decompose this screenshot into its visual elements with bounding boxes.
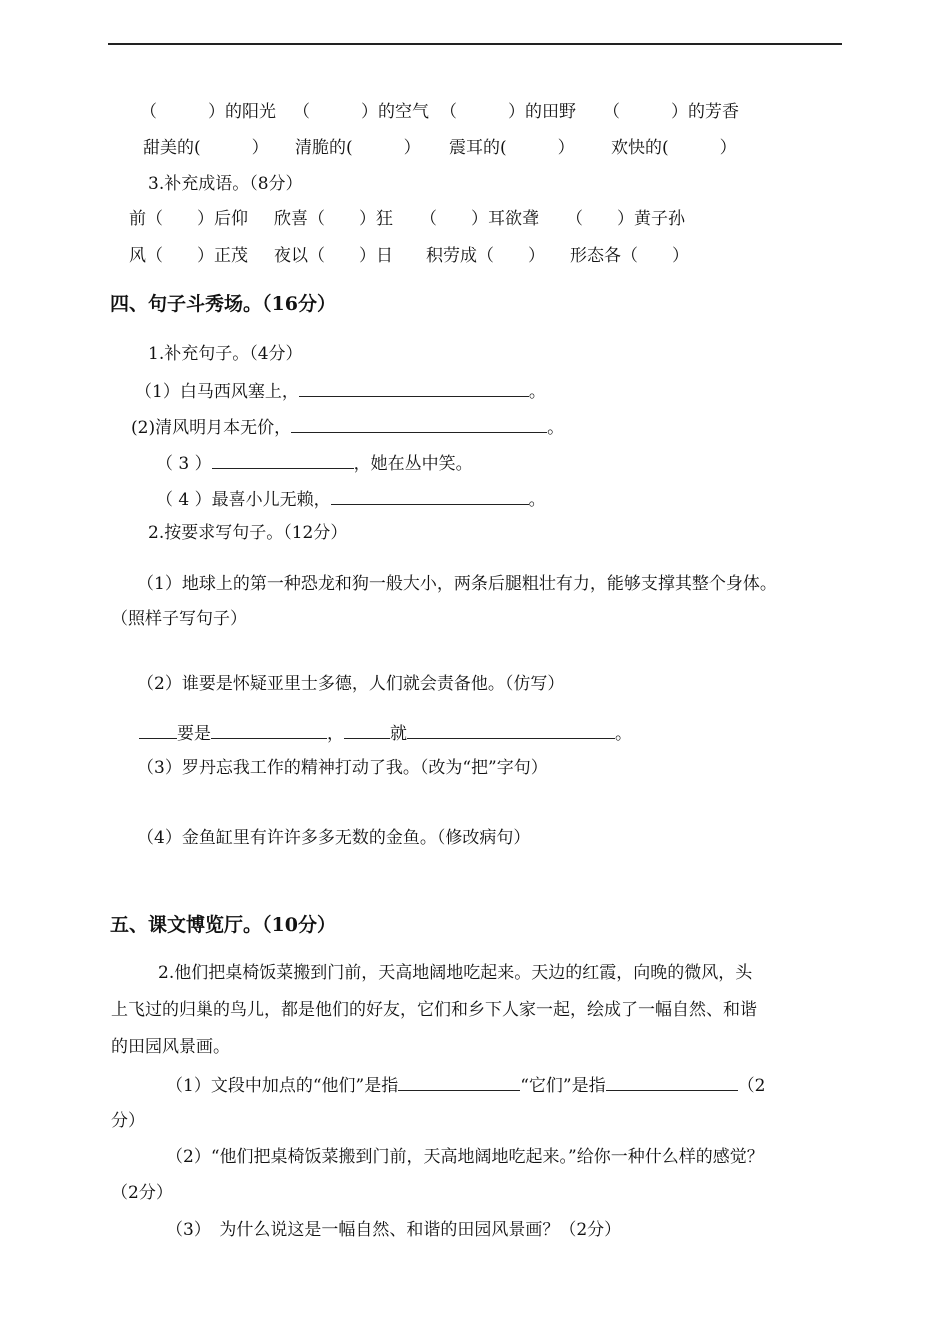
idioms-title: 3.补充成语。（8分） xyxy=(148,174,303,194)
reading-question: （3） 为什么说这是一幅自然、和谐的田园风景画？（2分） xyxy=(166,1220,622,1240)
section-heading: 五、课文博览厅。（10分） xyxy=(110,914,336,936)
answer-blank[interactable] xyxy=(139,721,177,739)
answer-blank[interactable] xyxy=(291,415,547,433)
idiom-item: （ ）耳欲聋 xyxy=(420,209,539,229)
answer-blank[interactable] xyxy=(331,487,529,505)
idiom-item: 前（ ）后仰 xyxy=(129,209,248,229)
answer-blank[interactable] xyxy=(398,1073,520,1091)
idiom-item: 欣喜（ ）狂 xyxy=(274,209,393,229)
header-rule xyxy=(108,43,842,45)
reading-question: （2）“他们把桌椅饭菜搬到门前，天高地阔地吃起来。”给你一种什么样的感觉？ xyxy=(166,1147,764,1167)
question-title: 1.补充句子。（4分） xyxy=(148,344,303,364)
question-text: （1）地球上的第一种恐龙和狗一般大小，两条后腿粗壮有力，能够支撑其整个身体。 xyxy=(137,574,777,594)
idiom-item: 积劳成（ ） xyxy=(426,246,545,266)
fill-sentence: （1）白马西风塞上， 。 xyxy=(135,379,546,403)
question-text: （照样子写句子） xyxy=(111,609,247,629)
answer-blank[interactable] xyxy=(211,721,327,739)
passage-line: 2.他们把桌椅饭菜搬到门前，天高地阔地吃起来。天边的红霞，向晚的微风，头 xyxy=(158,963,753,983)
question-title: 2.按要求写句子。（12分） xyxy=(148,523,348,543)
adj-item: 甜美的( ） xyxy=(143,138,269,158)
passage-line: 的田园风景画。 xyxy=(111,1037,230,1057)
answer-blank[interactable] xyxy=(407,721,615,739)
idiom-item: 夜以（ ）日 xyxy=(274,246,393,266)
adj-item: （ ）的空气 xyxy=(293,102,429,122)
adj-item: （ ）的田野 xyxy=(440,102,576,122)
section-heading: 四、句子斗秀场。（16分） xyxy=(110,293,336,315)
idiom-item: 风（ ）正茂 xyxy=(129,246,248,266)
answer-blank[interactable] xyxy=(212,451,354,469)
passage-line: 上飞过的归巢的鸟儿，都是他们的好友，它们和乡下人家一起，绘成了一幅自然、和谐 xyxy=(111,1000,757,1020)
adj-item: （ ）的芳香 xyxy=(603,102,739,122)
reading-question: （1）文段中加点的“他们”是指 “它们”是指 （2 xyxy=(166,1073,765,1097)
fill-sentence: (2)清风明月本无价， 。 xyxy=(131,415,564,439)
reading-question-cont: 分） xyxy=(111,1111,145,1131)
idiom-item: （ ）黄子孙 xyxy=(566,209,685,229)
fill-sentence: （ 3 ） ，她在丛中笑。 xyxy=(156,451,473,475)
adj-item: 欢快的( ） xyxy=(611,138,737,158)
adj-item: 清脆的( ） xyxy=(295,138,421,158)
adj-item: 震耳的( ） xyxy=(449,138,575,158)
question-text: （2）谁要是怀疑亚里士多德，人们就会责备他。（仿写） xyxy=(137,674,565,694)
answer-blank[interactable] xyxy=(299,379,529,397)
answer-blank[interactable] xyxy=(606,1073,738,1091)
idiom-item: 形态各（ ） xyxy=(570,246,689,266)
imitation-fill: 要是 ， 就 。 xyxy=(139,721,632,745)
question-text: （3）罗丹忘我工作的精神打动了我。（改为“把”字句） xyxy=(137,758,548,778)
adj-item: （ ）的阳光 xyxy=(140,102,276,122)
question-text: （4）金鱼缸里有许许多多无数的金鱼。（修改病句） xyxy=(137,828,531,848)
fill-sentence: （ 4 ）最喜小儿无赖， 。 xyxy=(156,487,546,511)
answer-blank[interactable] xyxy=(344,721,390,739)
reading-question-cont: （2分） xyxy=(111,1183,173,1203)
